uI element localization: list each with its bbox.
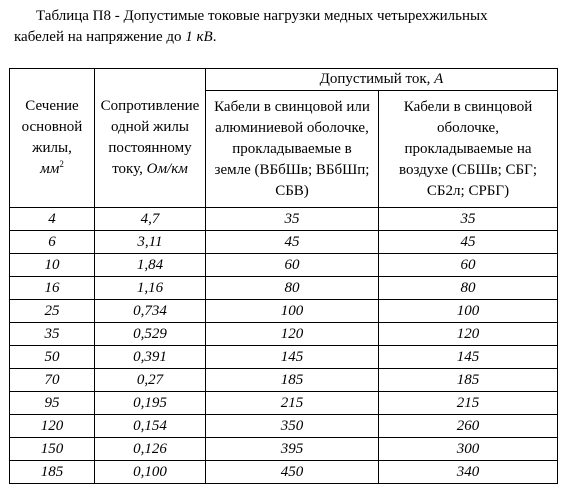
cell-ground: 145 xyxy=(206,346,379,369)
header-resistance-text: Сопротивление одной жилы постоянному току, xyxy=(100,98,200,177)
cable-load-table xyxy=(9,68,558,484)
cell-ground: 120 xyxy=(206,323,379,346)
cell-resistance: 0,734 xyxy=(95,300,206,323)
cell-air: 300 xyxy=(379,438,558,461)
cell-air: 80 xyxy=(379,277,558,300)
table-row xyxy=(10,346,558,369)
cell-section: 95 xyxy=(10,392,95,415)
cell-ground: 395 xyxy=(206,438,379,461)
cell-section: 150 xyxy=(10,438,95,461)
table-row xyxy=(10,392,558,415)
caption-line-2-text: кабелей на напряжение до xyxy=(14,29,182,45)
cell-resistance: 0,391 xyxy=(95,346,206,369)
header-resistance xyxy=(95,69,206,208)
table-row xyxy=(10,323,558,346)
cell-section: 4 xyxy=(10,208,95,231)
cell-resistance: 0,126 xyxy=(95,438,206,461)
table-row xyxy=(10,415,558,438)
cell-resistance: 0,27 xyxy=(95,369,206,392)
cell-section: 50 xyxy=(10,346,95,369)
cell-air: 145 xyxy=(379,346,558,369)
table-row xyxy=(10,461,558,484)
header-current-text: Допустимый ток, xyxy=(319,71,431,87)
cell-resistance: 0,195 xyxy=(95,392,206,415)
cell-section: 16 xyxy=(10,277,95,300)
cell-air: 35 xyxy=(379,208,558,231)
cell-resistance: 1,84 xyxy=(95,254,206,277)
cell-ground: 60 xyxy=(206,254,379,277)
cell-air: 340 xyxy=(379,461,558,484)
cell-section: 6 xyxy=(10,231,95,254)
table-row xyxy=(10,277,558,300)
cell-resistance: 0,100 xyxy=(95,461,206,484)
cell-section: 25 xyxy=(10,300,95,323)
header-section-line1: Сечение xyxy=(25,98,79,114)
cell-ground: 215 xyxy=(206,392,379,415)
table-caption xyxy=(0,6,564,48)
table-row xyxy=(10,231,558,254)
header-ground: Кабели в свинцовой или алюминиевой оболочке, прокладываемые в земле (ВБбШв; ВБбШп; СБВ) xyxy=(206,91,379,208)
header-section-line3: жилы, xyxy=(32,140,72,156)
table-row xyxy=(10,369,558,392)
caption-line-1: Таблица П8 - Допустимые токовые нагрузки медных четырехжильных xyxy=(36,8,488,24)
header-current-unit: А xyxy=(434,71,444,87)
header-section xyxy=(10,69,95,208)
cell-air: 100 xyxy=(379,300,558,323)
cell-section: 35 xyxy=(10,323,95,346)
cell-ground: 100 xyxy=(206,300,379,323)
cell-section: 185 xyxy=(10,461,95,484)
cell-section: 10 xyxy=(10,254,95,277)
cell-ground: 35 xyxy=(206,208,379,231)
cell-resistance: 0,154 xyxy=(95,415,206,438)
cell-air: 215 xyxy=(379,392,558,415)
cell-ground: 350 xyxy=(206,415,379,438)
cell-ground: 80 xyxy=(206,277,379,300)
cell-air: 60 xyxy=(379,254,558,277)
cell-section: 120 xyxy=(10,415,95,438)
cell-ground: 45 xyxy=(206,231,379,254)
cell-section: 70 xyxy=(10,369,95,392)
header-current xyxy=(206,69,558,91)
cell-air: 45 xyxy=(379,231,558,254)
cell-ground: 450 xyxy=(206,461,379,484)
caption-voltage: 1 кВ xyxy=(185,29,213,45)
caption-line-2 xyxy=(0,27,564,48)
table-row xyxy=(10,300,558,323)
caption-period: . xyxy=(212,29,217,45)
cell-air: 185 xyxy=(379,369,558,392)
header-section-line2: основной xyxy=(21,119,83,135)
cell-ground: 185 xyxy=(206,369,379,392)
table-row xyxy=(10,254,558,277)
cell-resistance: 0,529 xyxy=(95,323,206,346)
table-row xyxy=(10,208,558,231)
cell-resistance: 3,11 xyxy=(95,231,206,254)
header-resistance-unit: Ом/км xyxy=(146,161,188,177)
header-air: Кабели в свинцовой оболочке, прокладываемые на воздухе (СБШв; СБГ; СБ2л; СРБГ) xyxy=(379,91,558,208)
cell-resistance: 1,16 xyxy=(95,277,206,300)
cell-resistance: 4,7 xyxy=(95,208,206,231)
cell-air: 260 xyxy=(379,415,558,438)
header-section-unit: $мм^2$ xyxy=(40,159,64,177)
table-row xyxy=(10,438,558,461)
cell-air: 120 xyxy=(379,323,558,346)
